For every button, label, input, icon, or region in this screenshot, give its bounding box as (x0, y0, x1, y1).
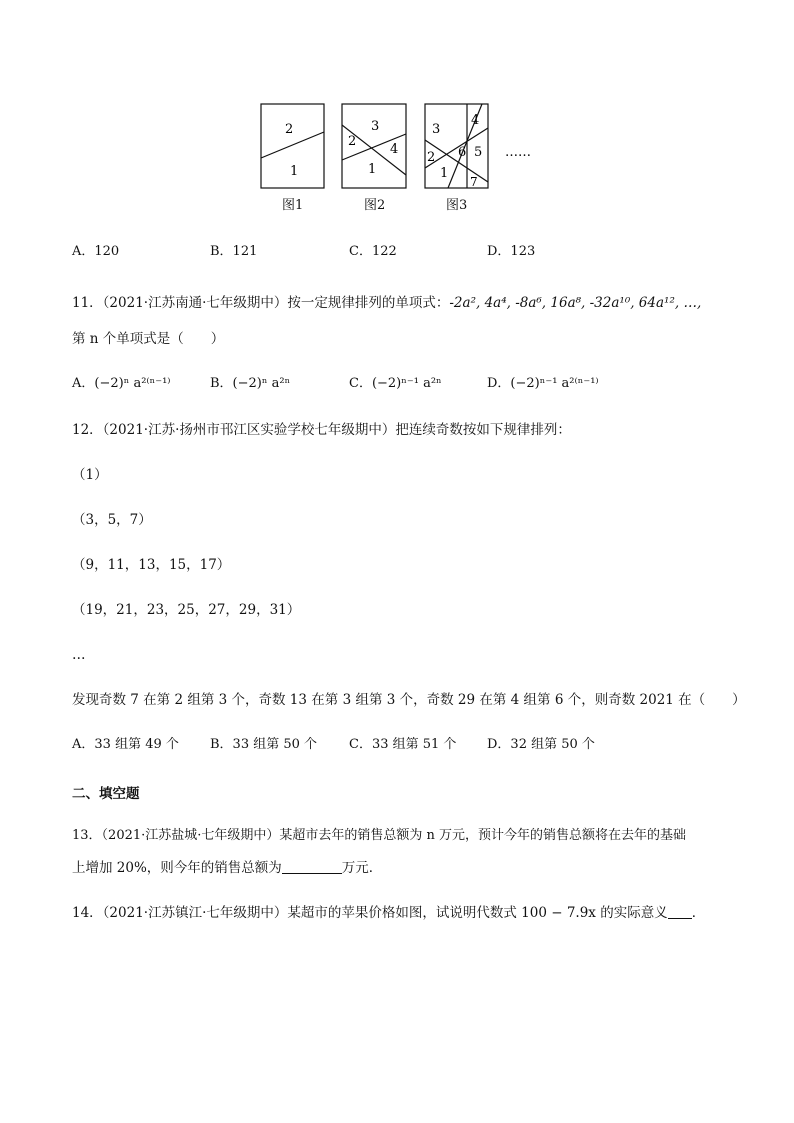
q14-line (72, 904, 705, 922)
q11-option-b: B．(−2)ⁿ a²ⁿ (210, 376, 291, 391)
q13-line2 (72, 859, 382, 877)
fig3-num-7: 7 (470, 175, 478, 189)
q11-line2: 第 n 个单项式是（ ） (72, 331, 225, 347)
q11-stem-prefix: 11．（2021·江苏南通·七年级期中）按一定规律排列的单项式： (72, 295, 450, 311)
fig2-label: 图2 (364, 198, 386, 213)
q13-answer-blank[interactable] (282, 860, 342, 874)
q12-row-2: （3，5，7） (72, 512, 152, 528)
fig3-num-6: 6 (458, 145, 467, 160)
fig3-label: 图3 (446, 198, 468, 213)
fig2-num-3: 3 (371, 119, 380, 134)
q12-question: 发现奇数 7 在第 2 组第 3 个，奇数 13 在第 3 组第 3 个，奇数 29 在第 4 组第 6 个，则奇数 2021 在（ ） (72, 692, 746, 708)
pattern-figures (0, 0, 794, 230)
q10-option-a: A．120 (72, 244, 120, 259)
q12-option-a: A．33 组第 49 个 (72, 737, 179, 752)
figure-2 (342, 104, 406, 188)
q13-line2-unit: 万元． (341, 860, 383, 876)
fig1-label: 图1 (282, 198, 304, 213)
fig2-num-1: 1 (368, 162, 377, 177)
fig2-num-4: 4 (390, 142, 399, 157)
q12-option-d: D．32 组第 50 个 (487, 737, 595, 752)
q11-option-d: D．(−2)ⁿ⁻¹ a²⁽ⁿ⁻¹⁾ (487, 376, 599, 391)
fig3-num-5: 5 (474, 145, 483, 160)
q13-line1: 13．（2021·江苏盐城·七年级期中）某超市去年的销售总额为 n 万元，预计今年的销售总额将在去年的基础 (72, 828, 687, 843)
section-heading: 二、填空题 (72, 786, 140, 802)
q12-row-4: （19，21，23，25，27，29，31） (72, 602, 301, 618)
fig2-num-2: 2 (348, 134, 357, 149)
q13-line2-text: 上增加 20%，则今年的销售总额为 (72, 860, 282, 876)
q12-stem: 12．（2021·江苏·扬州市邗江区实验学校七年级期中）把连续奇数按如下规律排列： (72, 422, 571, 438)
figure-1 (261, 104, 324, 188)
q10-option-b: B．121 (210, 244, 258, 259)
q12-row-ellipsis: … (72, 647, 86, 663)
fig3-num-3: 3 (432, 122, 441, 137)
q12-row-1: （1） (72, 467, 108, 483)
q10-option-c: C．122 (349, 244, 397, 259)
fig3-num-1: 1 (440, 166, 449, 181)
fig1-num-2: 2 (285, 122, 294, 137)
q11-stem (72, 294, 701, 312)
q14-end: ． (691, 905, 706, 921)
fig3-num-4: 4 (471, 113, 480, 128)
figure-ellipsis: …… (505, 145, 531, 160)
q12-row-3: （9，11，13，15，17） (72, 557, 231, 573)
q14-text: 14．（2021·江苏镇江·七年级期中）某超市的苹果价格如图，试说明代数式 100 − 7.9x 的实际意义 (72, 905, 668, 921)
q11-option-a: A．(−2)ⁿ a²⁽ⁿ⁻¹⁾ (72, 376, 171, 391)
q14-answer-blank[interactable] (668, 905, 692, 919)
fig1-num-1: 1 (290, 164, 299, 179)
q10-option-d: D．123 (487, 244, 536, 259)
fig3-num-2: 2 (427, 150, 436, 165)
q11-terms: -2a², 4a⁴, -8a⁶, 16a⁸, -32a¹⁰, 64a¹², …, (449, 295, 702, 311)
q12-option-c: C．33 组第 51 个 (349, 737, 457, 752)
q11-option-c: C．(−2)ⁿ⁻¹ a²ⁿ (349, 376, 442, 391)
figure-3 (425, 104, 488, 189)
q12-option-b: B．33 组第 50 个 (210, 737, 318, 752)
